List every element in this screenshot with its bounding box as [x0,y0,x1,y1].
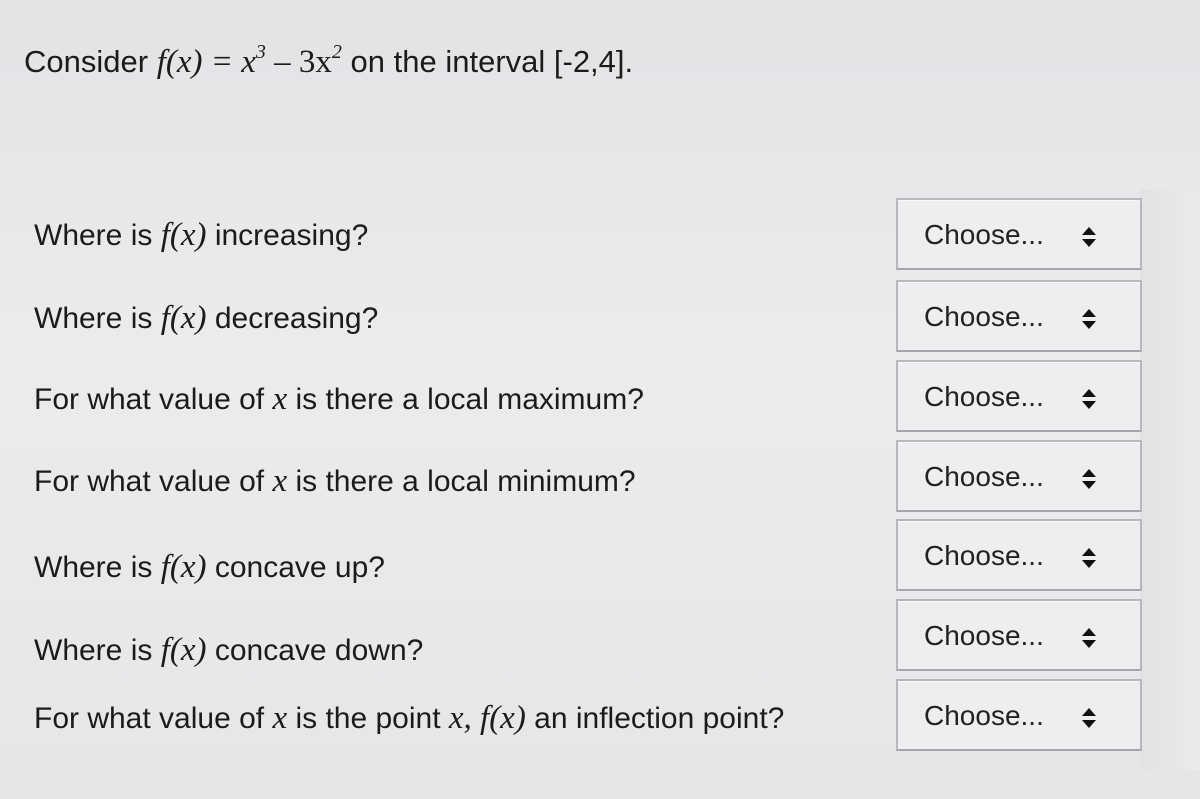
intro-tail: on the interval [-2,4]. [350,44,634,79]
select-decreasing[interactable] [896,280,1142,352]
select-value: Choose... [924,620,1044,651]
up-down-arrows-icon [1081,226,1097,248]
question-local-minimum: For what value of x is there a local minimum? [34,463,636,499]
select-inflection-point[interactable] [896,679,1142,751]
intro-lead: Consider [24,44,149,79]
up-down-arrows-icon [1081,707,1097,729]
question-inflection-point: For what value of x is the point x, f(x) an inflection point? [34,700,785,736]
up-down-arrows-icon [1081,388,1097,410]
question-concave-down: Where is f(x) concave down? [34,632,424,668]
question-decreasing: Where is f(x) decreasing? [34,300,379,336]
select-value: Choose... [924,301,1044,332]
question-increasing: Where is f(x) increasing? [34,217,369,253]
select-value: Choose... [924,219,1044,250]
select-value: Choose... [924,381,1044,412]
select-concave-down[interactable] [896,599,1142,671]
select-local-maximum[interactable] [896,360,1142,432]
question-local-maximum: For what value of x is there a local maximum? [34,381,644,417]
function-expression: $f(x) = x^3 - 3x^2$ [156,41,342,80]
select-value: Choose... [924,461,1044,492]
up-down-arrows-icon [1081,547,1097,569]
question-concave-up: Where is f(x) concave up? [34,549,385,585]
right-edge-shadow [1140,190,1200,770]
select-value: Choose... [924,700,1044,731]
select-increasing[interactable] [896,198,1142,270]
up-down-arrows-icon [1081,627,1097,649]
up-down-arrows-icon [1081,468,1097,490]
select-concave-up[interactable] [896,519,1142,591]
up-down-arrows-icon [1081,308,1097,330]
problem-statement [24,41,634,81]
select-local-minimum[interactable] [896,440,1142,512]
select-value: Choose... [924,540,1044,571]
